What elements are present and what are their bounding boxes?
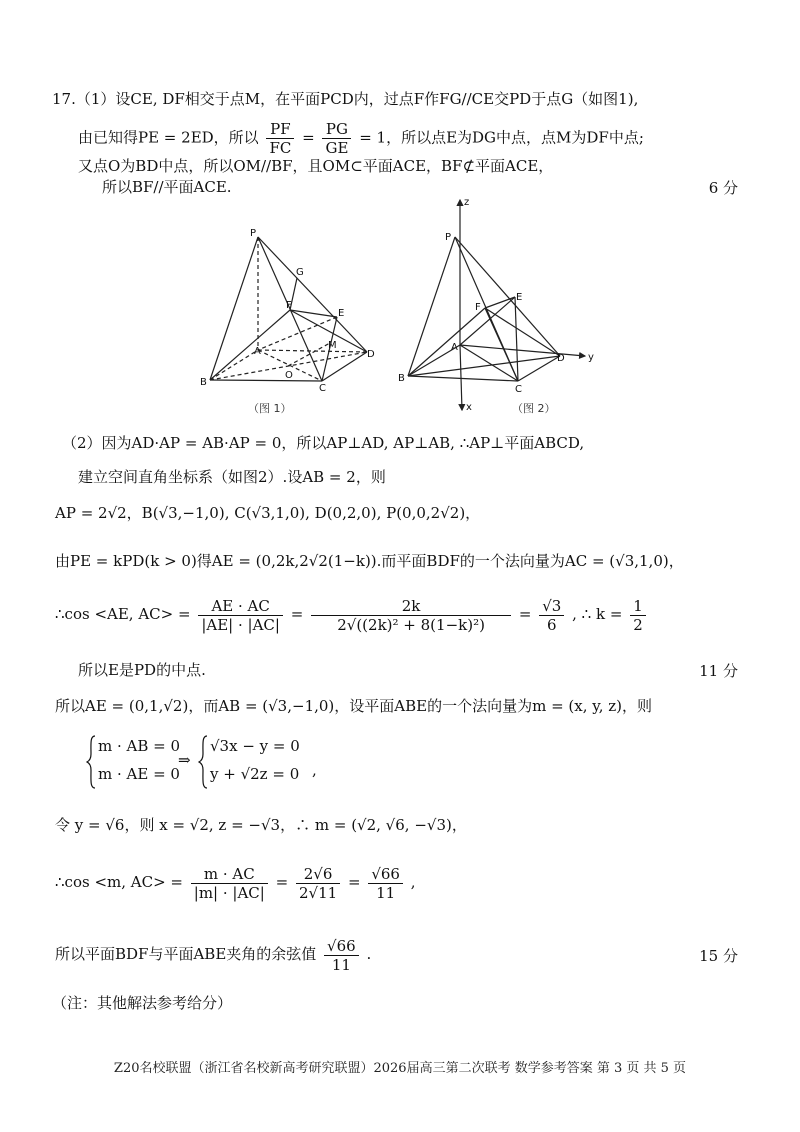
fraction-pf-fc [266, 120, 294, 157]
fraction-denominator: 2√11 [298, 883, 338, 902]
fraction-denominator: GE [325, 139, 349, 157]
fig2-label-x: x [466, 402, 472, 413]
figure-2-caption: （图 2） [512, 402, 556, 415]
fraction-numerator: √66 [368, 865, 403, 884]
part2-line9: 令 y = √6，则 x = √2, z = −√3，∴ m = (√2, √6, −√3)， [55, 816, 467, 834]
fig1-label-m: M [328, 340, 337, 351]
fraction-denominator: 6 [547, 615, 557, 634]
segment-ec [515, 297, 518, 381]
fraction-numerator: √66 [324, 937, 359, 956]
page-footer: Z20名校联盟（浙江省名校新高考研究联盟）2026届高三第二次联考 数学参考答案 第 3 页 共 5 页 [113, 1061, 687, 1076]
system-left-eq1: m · AB = 0 [98, 737, 181, 755]
cos1-fraction-2 [311, 597, 511, 634]
cos1-fraction-1 [198, 597, 283, 634]
part1-line1: 17.（1）设CE, DF相交于点M，在平面PCD内，过点F作FG//CE交PD于点G（如图1), [52, 90, 639, 108]
fig1-label-o: O [285, 370, 293, 381]
fig2-label-e: E [516, 292, 523, 303]
edge-bd [408, 356, 560, 376]
cos1-fraction-3 [539, 597, 564, 634]
part1-line2-text: 由已知得PE = 2ED，所以 [78, 128, 259, 147]
fig1-label-d: D [367, 349, 375, 360]
fraction-numerator: 1 [630, 597, 646, 616]
fig1-label-p: P [250, 228, 257, 239]
segment-fe [485, 297, 515, 308]
system-right-eq1: √3x − y = 0 [210, 737, 300, 755]
part2-final [55, 934, 371, 974]
note: （注：其他解法参考给分） [52, 994, 233, 1012]
system-right-eq2: y + √2z = 0 [210, 765, 300, 783]
cos2-lhs: ∴cos <m, AC> = [55, 873, 183, 891]
cos2-fraction-1 [191, 865, 268, 902]
fig1-label-c: C [319, 383, 326, 394]
cos1-lhs: ∴cos <AE, AC> = [55, 605, 191, 623]
left-brace-2 [198, 734, 208, 790]
figure-1-caption: （图 1） [248, 402, 292, 415]
final-statement: 所以平面BDF与平面ABE夹角的余弦值 [55, 945, 317, 963]
fraction-denominator: 2√((2k)² + 8(1−k)²) [337, 615, 485, 634]
fig2-label-p: P [445, 232, 452, 243]
score-15: 15 分 [699, 947, 738, 965]
fraction-denominator: |AE| · |AC| [201, 615, 280, 634]
fig1-label-g: G [296, 267, 304, 278]
fraction-denominator: 2 [633, 615, 643, 634]
final-fraction [324, 937, 359, 974]
fig2-label-c: C [515, 384, 522, 395]
score-6: 6 分 [708, 179, 738, 197]
fraction-denominator: 11 [376, 883, 396, 902]
part2-line4: 由PE = kPD(k > 0)得AE = (0,2k,2√2(1−k)).而平面BDF的一个法向量为AC = (√3,1,0)， [55, 552, 684, 570]
fig1-label-f: F [286, 300, 292, 311]
cos2-tail: , [410, 873, 416, 891]
part2-cos2: ∴cos <m, AC> = $\frac{m \cdot AC}{|m| \cdot |AC|}$ = $\frac{2√6}{2√11}$ = $\frac{√66}{11}$ , [55, 864, 416, 902]
edge-bc [408, 376, 518, 381]
fraction-numerator: PF [266, 120, 294, 139]
cos1-tail: , ∴ k = [572, 605, 623, 623]
implies-arrow: ⇒ [178, 751, 191, 769]
equation-system [86, 734, 346, 790]
edge-cd [518, 356, 560, 381]
edge-pd [455, 237, 560, 356]
edge-ad [258, 350, 367, 352]
equals-sign: = [302, 128, 315, 147]
fraction-numerator: PG [322, 120, 351, 139]
part2-line2: 建立空间直角坐标系（如图2）.设AB = 2，则 [78, 468, 386, 486]
part2-line7: 所以AE = (0,1,√2)，而AB = (√3,−1,0)，设平面ABE的一个法向量为m = (x, y, z)，则 [55, 697, 653, 715]
fraction-numerator: 2k [311, 597, 511, 616]
part2-cos1: ∴cos <AE, AC> = $\frac{AE \cdot AC}{|AE| \cdot |AC|}$ = $\frac{2k}{\text{2√((2k)² + 8(1−k)²)}}$ = $\frac{√3}{6}$ , ∴ k = $\frac{1}{2}$ [55, 594, 649, 634]
k-fraction [630, 597, 646, 634]
fig2-label-y: y [588, 352, 594, 363]
fig2-label-f: F [475, 302, 481, 313]
part2-line6: 所以E是PD的中点. [78, 661, 206, 679]
part1-line3: 又点O为BD中点，所以OM//BF，且OM⊂平面ACE，BF⊄平面ACE， [78, 157, 554, 175]
fig1-label-b: B [200, 377, 207, 388]
edge-bc [210, 380, 322, 381]
system-tail: , [312, 761, 317, 779]
fraction-numerator: √3 [539, 597, 564, 616]
figure-2-diagram [395, 195, 605, 415]
axis-x [460, 345, 462, 410]
fig1-label-a: A [254, 346, 261, 357]
fig2-label-d: D [557, 353, 565, 364]
fraction-pg-ge [322, 120, 351, 157]
left-brace-1 [86, 734, 96, 790]
fig2-label-z: z [464, 197, 470, 208]
system-left-eq2: m · AE = 0 [98, 765, 180, 783]
part1-line4: 所以BF//平面ACE. [102, 178, 232, 196]
score-11: 11 分 [699, 662, 738, 680]
part1-line2 [78, 120, 644, 157]
part1-line2-text-b: = 1，所以点E为DG中点，点M为DF中点; [359, 128, 644, 147]
fraction-numerator: 2√6 [296, 865, 340, 884]
segment-ea [460, 297, 515, 345]
figure-1-diagram [195, 218, 385, 398]
edge-pd [258, 237, 367, 352]
axis-y [460, 345, 585, 356]
part2-line1: （2）因为AD·AP = AB·AP = 0，所以AP⊥AD, AP⊥AB, ∴AP⊥平面ABCD, [62, 434, 585, 452]
fraction-denominator: 11 [331, 955, 351, 974]
cos2-fraction-2 [296, 865, 340, 902]
fraction-denominator: |m| · |AC| [193, 883, 265, 902]
final-tail: . [366, 945, 372, 963]
fraction-denominator: FC [269, 139, 292, 157]
fig2-label-a: A [451, 342, 458, 353]
fig2-label-b: B [398, 373, 405, 384]
fraction-numerator: m · AC [191, 865, 268, 884]
cos2-fraction-3 [368, 865, 403, 902]
part2-line3: AP = 2√2，B(√3,−1,0), C(√3,1,0), D(0,2,0), P(0,0,2√2)， [55, 504, 481, 522]
fig1-label-e: E [338, 308, 345, 319]
fraction-numerator: AE · AC [198, 597, 283, 616]
